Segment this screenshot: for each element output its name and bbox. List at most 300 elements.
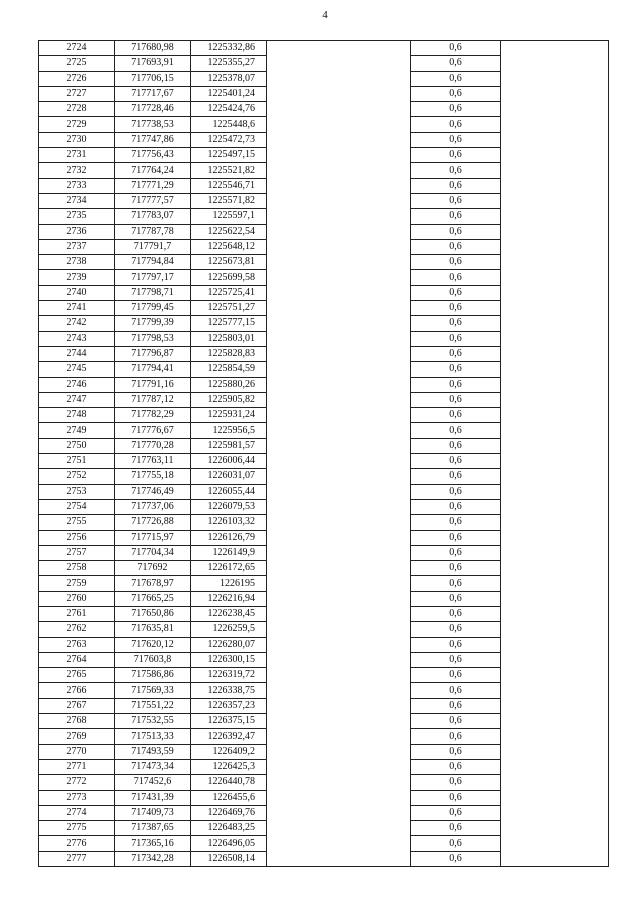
y-coordinate-cell: 1225673,81: [191, 255, 267, 270]
x-coordinate-cell: 717737,06: [115, 499, 191, 514]
blank-cell: [267, 622, 411, 637]
blank-cell: [267, 346, 411, 361]
value-cell: 0,6: [411, 163, 501, 178]
x-coordinate-cell: 717728,46: [115, 102, 191, 117]
value-cell: 0,6: [411, 56, 501, 71]
blank-cell-right: [501, 86, 609, 101]
table-row: [39, 224, 609, 239]
blank-cell-right: [501, 301, 609, 316]
table-row: [39, 255, 609, 270]
blank-cell: [267, 744, 411, 759]
point-number-cell: 2748: [39, 408, 115, 423]
point-number-cell: 2758: [39, 561, 115, 576]
blank-cell-right: [501, 41, 609, 56]
x-coordinate-cell: 717755,18: [115, 469, 191, 484]
blank-cell: [267, 606, 411, 621]
coordinates-table-body: [39, 41, 609, 867]
point-number-cell: 2749: [39, 423, 115, 438]
value-cell: 0,6: [411, 469, 501, 484]
point-number-cell: 2770: [39, 744, 115, 759]
y-coordinate-cell: 1226216,94: [191, 591, 267, 606]
table-row: [39, 408, 609, 423]
point-number-cell: 2765: [39, 668, 115, 683]
blank-cell: [267, 255, 411, 270]
blank-cell: [267, 454, 411, 469]
blank-cell-right: [501, 331, 609, 346]
point-number-cell: 2731: [39, 148, 115, 163]
blank-cell: [267, 469, 411, 484]
value-cell: 0,6: [411, 178, 501, 193]
x-coordinate-cell: 717635,81: [115, 622, 191, 637]
blank-cell: [267, 484, 411, 499]
x-coordinate-cell: 717717,67: [115, 86, 191, 101]
y-coordinate-cell: 1225497,15: [191, 148, 267, 163]
x-coordinate-cell: 717387,65: [115, 821, 191, 836]
y-coordinate-cell: 1225777,15: [191, 316, 267, 331]
blank-cell: [267, 224, 411, 239]
x-coordinate-cell: 717794,84: [115, 255, 191, 270]
table-row: [39, 102, 609, 117]
x-coordinate-cell: 717764,24: [115, 163, 191, 178]
table-row: [39, 591, 609, 606]
y-coordinate-cell: 1226300,15: [191, 652, 267, 667]
x-coordinate-cell: 717586,86: [115, 668, 191, 683]
blank-cell: [267, 668, 411, 683]
value-cell: 0,6: [411, 698, 501, 713]
point-number-cell: 2742: [39, 316, 115, 331]
value-cell: 0,6: [411, 683, 501, 698]
blank-cell: [267, 790, 411, 805]
table-row: [39, 759, 609, 774]
blank-cell-right: [501, 759, 609, 774]
y-coordinate-cell: 1225725,41: [191, 285, 267, 300]
value-cell: 0,6: [411, 301, 501, 316]
table-row: [39, 714, 609, 729]
x-coordinate-cell: 717551,22: [115, 698, 191, 713]
blank-cell: [267, 362, 411, 377]
x-coordinate-cell: 717776,67: [115, 423, 191, 438]
point-number-cell: 2747: [39, 392, 115, 407]
y-coordinate-cell: 1226338,75: [191, 683, 267, 698]
y-coordinate-cell: 1226103,32: [191, 515, 267, 530]
value-cell: 0,6: [411, 285, 501, 300]
blank-cell-right: [501, 561, 609, 576]
point-number-cell: 2729: [39, 117, 115, 132]
blank-cell-right: [501, 224, 609, 239]
blank-cell-right: [501, 454, 609, 469]
point-number-cell: 2766: [39, 683, 115, 698]
x-coordinate-cell: 717777,57: [115, 193, 191, 208]
x-coordinate-cell: 717798,53: [115, 331, 191, 346]
value-cell: 0,6: [411, 346, 501, 361]
y-coordinate-cell: 1226425,3: [191, 759, 267, 774]
value-cell: 0,6: [411, 331, 501, 346]
table-row: [39, 331, 609, 346]
y-coordinate-cell: 1226392,47: [191, 729, 267, 744]
point-number-cell: 2750: [39, 438, 115, 453]
table-row: [39, 637, 609, 652]
y-coordinate-cell: 1226483,25: [191, 821, 267, 836]
x-coordinate-cell: 717513,33: [115, 729, 191, 744]
table-row: [39, 346, 609, 361]
blank-cell: [267, 408, 411, 423]
blank-cell: [267, 438, 411, 453]
coordinates-table: [38, 40, 609, 867]
y-coordinate-cell: 1225854,59: [191, 362, 267, 377]
point-number-cell: 2745: [39, 362, 115, 377]
blank-cell-right: [501, 193, 609, 208]
blank-cell-right: [501, 438, 609, 453]
blank-cell: [267, 851, 411, 866]
table-row: [39, 530, 609, 545]
blank-cell: [267, 148, 411, 163]
value-cell: 0,6: [411, 316, 501, 331]
point-number-cell: 2740: [39, 285, 115, 300]
y-coordinate-cell: 1225521,82: [191, 163, 267, 178]
table-row: [39, 178, 609, 193]
y-coordinate-cell: 1226375,15: [191, 714, 267, 729]
value-cell: 0,6: [411, 515, 501, 530]
blank-cell-right: [501, 484, 609, 499]
value-cell: 0,6: [411, 637, 501, 652]
table-row: [39, 744, 609, 759]
point-number-cell: 2774: [39, 805, 115, 820]
value-cell: 0,6: [411, 790, 501, 805]
point-number-cell: 2736: [39, 224, 115, 239]
table-row: [39, 622, 609, 637]
point-number-cell: 2775: [39, 821, 115, 836]
y-coordinate-cell: 1225332,86: [191, 41, 267, 56]
blank-cell-right: [501, 392, 609, 407]
point-number-cell: 2764: [39, 652, 115, 667]
blank-cell: [267, 821, 411, 836]
y-coordinate-cell: 1226280,07: [191, 637, 267, 652]
blank-cell: [267, 499, 411, 514]
table-row: [39, 698, 609, 713]
y-coordinate-cell: 1226195: [191, 576, 267, 591]
x-coordinate-cell: 717791,16: [115, 377, 191, 392]
point-number-cell: 2773: [39, 790, 115, 805]
table-row: [39, 163, 609, 178]
table-row: [39, 775, 609, 790]
point-number-cell: 2754: [39, 499, 115, 514]
y-coordinate-cell: 1225828,83: [191, 346, 267, 361]
x-coordinate-cell: 717706,15: [115, 71, 191, 86]
value-cell: 0,6: [411, 836, 501, 851]
x-coordinate-cell: 717650,86: [115, 606, 191, 621]
point-number-cell: 2730: [39, 132, 115, 147]
value-cell: 0,6: [411, 408, 501, 423]
y-coordinate-cell: 1226319,72: [191, 668, 267, 683]
x-coordinate-cell: 717787,12: [115, 392, 191, 407]
point-number-cell: 2746: [39, 377, 115, 392]
blank-cell-right: [501, 408, 609, 423]
blank-cell-right: [501, 668, 609, 683]
x-coordinate-cell: 717756,43: [115, 148, 191, 163]
point-number-cell: 2777: [39, 851, 115, 866]
x-coordinate-cell: 717342,28: [115, 851, 191, 866]
blank-cell-right: [501, 285, 609, 300]
blank-cell-right: [501, 117, 609, 132]
value-cell: 0,6: [411, 576, 501, 591]
blank-cell-right: [501, 515, 609, 530]
x-coordinate-cell: 717797,17: [115, 270, 191, 285]
value-cell: 0,6: [411, 423, 501, 438]
value-cell: 0,6: [411, 438, 501, 453]
x-coordinate-cell: 717620,12: [115, 637, 191, 652]
x-coordinate-cell: 717796,87: [115, 346, 191, 361]
point-number-cell: 2739: [39, 270, 115, 285]
blank-cell-right: [501, 698, 609, 713]
blank-cell-right: [501, 163, 609, 178]
x-coordinate-cell: 717771,29: [115, 178, 191, 193]
x-coordinate-cell: 717365,16: [115, 836, 191, 851]
blank-cell-right: [501, 362, 609, 377]
blank-cell: [267, 377, 411, 392]
table-row: [39, 805, 609, 820]
value-cell: 0,6: [411, 775, 501, 790]
blank-cell: [267, 637, 411, 652]
y-coordinate-cell: 1226172,65: [191, 561, 267, 576]
blank-cell: [267, 591, 411, 606]
value-cell: 0,6: [411, 193, 501, 208]
blank-cell-right: [501, 239, 609, 254]
table-row: [39, 851, 609, 866]
value-cell: 0,6: [411, 255, 501, 270]
table-row: [39, 41, 609, 56]
x-coordinate-cell: 717791,7: [115, 239, 191, 254]
blank-cell: [267, 301, 411, 316]
blank-cell: [267, 652, 411, 667]
y-coordinate-cell: 1226055,44: [191, 484, 267, 499]
y-coordinate-cell: 1225803,01: [191, 331, 267, 346]
blank-cell-right: [501, 652, 609, 667]
blank-cell: [267, 530, 411, 545]
table-row: [39, 729, 609, 744]
y-coordinate-cell: 1226496,05: [191, 836, 267, 851]
blank-cell-right: [501, 178, 609, 193]
point-number-cell: 2732: [39, 163, 115, 178]
table-row: [39, 148, 609, 163]
blank-cell: [267, 836, 411, 851]
blank-cell-right: [501, 622, 609, 637]
value-cell: 0,6: [411, 454, 501, 469]
value-cell: 0,6: [411, 652, 501, 667]
table-row: [39, 469, 609, 484]
point-number-cell: 2756: [39, 530, 115, 545]
blank-cell: [267, 683, 411, 698]
point-number-cell: 2769: [39, 729, 115, 744]
blank-cell: [267, 805, 411, 820]
x-coordinate-cell: 717532,55: [115, 714, 191, 729]
x-coordinate-cell: 717680,98: [115, 41, 191, 56]
value-cell: 0,6: [411, 362, 501, 377]
x-coordinate-cell: 717738,53: [115, 117, 191, 132]
table-row: [39, 239, 609, 254]
table-row: [39, 423, 609, 438]
table-row: [39, 301, 609, 316]
blank-cell-right: [501, 530, 609, 545]
blank-cell-right: [501, 545, 609, 560]
table-row: [39, 545, 609, 560]
y-coordinate-cell: 1226079,53: [191, 499, 267, 514]
point-number-cell: 2734: [39, 193, 115, 208]
y-coordinate-cell: 1225981,57: [191, 438, 267, 453]
x-coordinate-cell: 717747,86: [115, 132, 191, 147]
table-row: [39, 285, 609, 300]
blank-cell-right: [501, 637, 609, 652]
y-coordinate-cell: 1225401,24: [191, 86, 267, 101]
y-coordinate-cell: 1225751,27: [191, 301, 267, 316]
x-coordinate-cell: 717782,29: [115, 408, 191, 423]
value-cell: 0,6: [411, 224, 501, 239]
x-coordinate-cell: 717799,39: [115, 316, 191, 331]
blank-cell: [267, 392, 411, 407]
point-number-cell: 2755: [39, 515, 115, 530]
table-row: [39, 683, 609, 698]
y-coordinate-cell: 1225378,07: [191, 71, 267, 86]
value-cell: 0,6: [411, 545, 501, 560]
y-coordinate-cell: 1226469,76: [191, 805, 267, 820]
blank-cell-right: [501, 805, 609, 820]
blank-cell-right: [501, 606, 609, 621]
point-number-cell: 2733: [39, 178, 115, 193]
table-row: [39, 86, 609, 101]
value-cell: 0,6: [411, 759, 501, 774]
y-coordinate-cell: 1226357,23: [191, 698, 267, 713]
y-coordinate-cell: 1225472,73: [191, 132, 267, 147]
table-row: [39, 362, 609, 377]
x-coordinate-cell: 717787,78: [115, 224, 191, 239]
table-row: [39, 836, 609, 851]
x-coordinate-cell: 717799,45: [115, 301, 191, 316]
point-number-cell: 2744: [39, 346, 115, 361]
y-coordinate-cell: 1226455,6: [191, 790, 267, 805]
y-coordinate-cell: 1225355,27: [191, 56, 267, 71]
blank-cell: [267, 132, 411, 147]
blank-cell-right: [501, 744, 609, 759]
x-coordinate-cell: 717678,97: [115, 576, 191, 591]
value-cell: 0,6: [411, 71, 501, 86]
value-cell: 0,6: [411, 729, 501, 744]
table-row: [39, 56, 609, 71]
blank-cell-right: [501, 729, 609, 744]
blank-cell-right: [501, 790, 609, 805]
value-cell: 0,6: [411, 209, 501, 224]
point-number-cell: 2768: [39, 714, 115, 729]
value-cell: 0,6: [411, 622, 501, 637]
blank-cell: [267, 41, 411, 56]
y-coordinate-cell: 1226031,07: [191, 469, 267, 484]
point-number-cell: 2772: [39, 775, 115, 790]
table-row: [39, 561, 609, 576]
y-coordinate-cell: 1225699,58: [191, 270, 267, 285]
point-number-cell: 2771: [39, 759, 115, 774]
y-coordinate-cell: 1226440,78: [191, 775, 267, 790]
value-cell: 0,6: [411, 530, 501, 545]
value-cell: 0,6: [411, 392, 501, 407]
point-number-cell: 2727: [39, 86, 115, 101]
blank-cell: [267, 71, 411, 86]
point-number-cell: 2743: [39, 331, 115, 346]
point-number-cell: 2753: [39, 484, 115, 499]
x-coordinate-cell: 717493,59: [115, 744, 191, 759]
value-cell: 0,6: [411, 805, 501, 820]
blank-cell: [267, 285, 411, 300]
x-coordinate-cell: 717798,71: [115, 285, 191, 300]
y-coordinate-cell: 1226238,45: [191, 606, 267, 621]
value-cell: 0,6: [411, 102, 501, 117]
blank-cell: [267, 209, 411, 224]
x-coordinate-cell: 717665,25: [115, 591, 191, 606]
x-coordinate-cell: 717569,33: [115, 683, 191, 698]
blank-cell-right: [501, 821, 609, 836]
value-cell: 0,6: [411, 132, 501, 147]
x-coordinate-cell: 717431,39: [115, 790, 191, 805]
value-cell: 0,6: [411, 561, 501, 576]
point-number-cell: 2741: [39, 301, 115, 316]
table-row: [39, 606, 609, 621]
value-cell: 0,6: [411, 591, 501, 606]
point-number-cell: 2763: [39, 637, 115, 652]
blank-cell-right: [501, 346, 609, 361]
blank-cell-right: [501, 56, 609, 71]
blank-cell: [267, 316, 411, 331]
blank-cell: [267, 698, 411, 713]
blank-cell-right: [501, 270, 609, 285]
x-coordinate-cell: 717473,34: [115, 759, 191, 774]
table-row: [39, 821, 609, 836]
y-coordinate-cell: 1225905,82: [191, 392, 267, 407]
y-coordinate-cell: 1226126,79: [191, 530, 267, 545]
value-cell: 0,6: [411, 714, 501, 729]
blank-cell-right: [501, 377, 609, 392]
point-number-cell: 2752: [39, 469, 115, 484]
blank-cell: [267, 331, 411, 346]
blank-cell-right: [501, 316, 609, 331]
x-coordinate-cell: 717770,28: [115, 438, 191, 453]
y-coordinate-cell: 1226149,9: [191, 545, 267, 560]
point-number-cell: 2762: [39, 622, 115, 637]
point-number-cell: 2735: [39, 209, 115, 224]
blank-cell-right: [501, 591, 609, 606]
blank-cell-right: [501, 71, 609, 86]
table-row: [39, 71, 609, 86]
y-coordinate-cell: 1226508,14: [191, 851, 267, 866]
point-number-cell: 2759: [39, 576, 115, 591]
blank-cell: [267, 561, 411, 576]
blank-cell-right: [501, 132, 609, 147]
point-number-cell: 2725: [39, 56, 115, 71]
table-row: [39, 392, 609, 407]
blank-cell: [267, 86, 411, 101]
blank-cell: [267, 423, 411, 438]
point-number-cell: 2751: [39, 454, 115, 469]
table-row: [39, 270, 609, 285]
x-coordinate-cell: 717726,88: [115, 515, 191, 530]
blank-cell-right: [501, 209, 609, 224]
value-cell: 0,6: [411, 270, 501, 285]
y-coordinate-cell: 1226409,2: [191, 744, 267, 759]
table-row: [39, 209, 609, 224]
value-cell: 0,6: [411, 239, 501, 254]
blank-cell-right: [501, 255, 609, 270]
blank-cell: [267, 117, 411, 132]
point-number-cell: 2760: [39, 591, 115, 606]
point-number-cell: 2728: [39, 102, 115, 117]
blank-cell: [267, 775, 411, 790]
blank-cell-right: [501, 499, 609, 514]
